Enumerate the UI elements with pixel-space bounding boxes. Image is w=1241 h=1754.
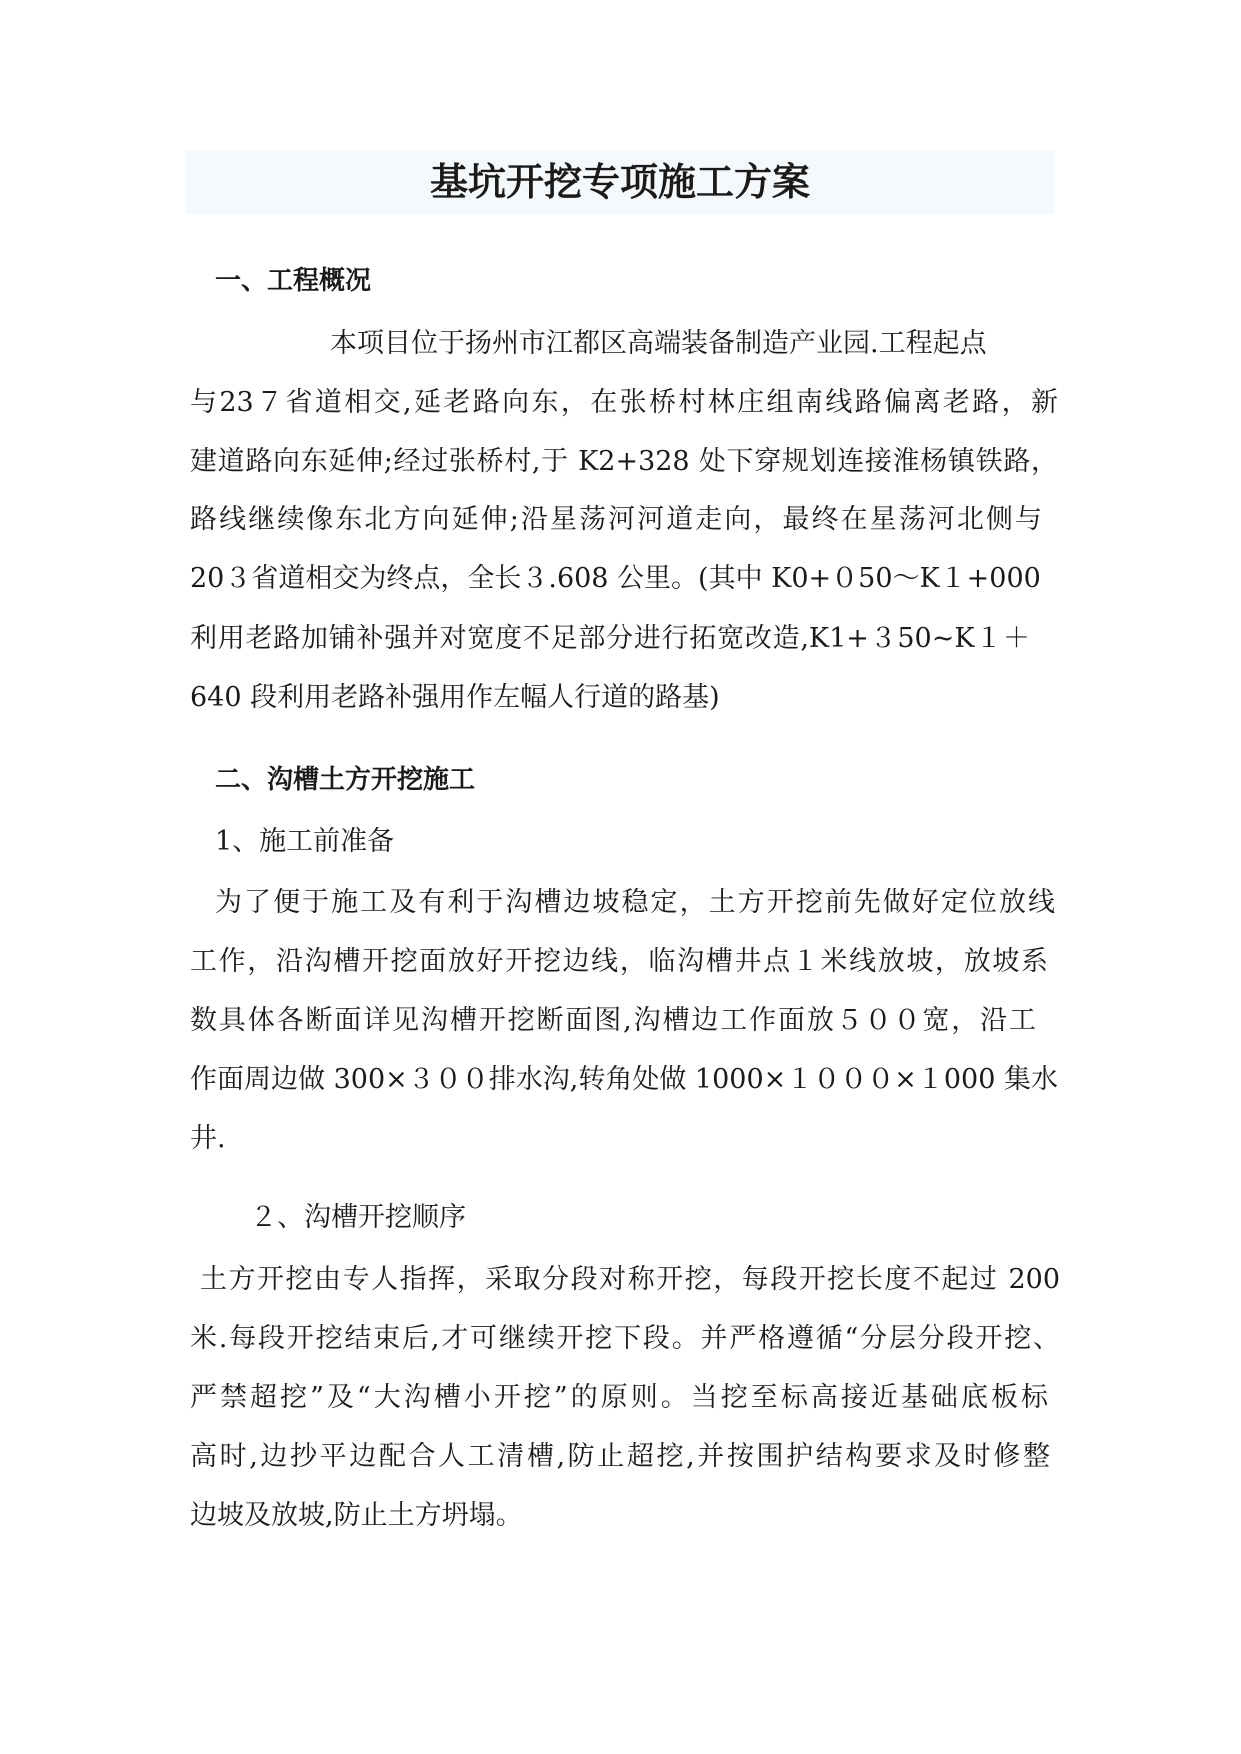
paragraph-line: 工作，沿沟槽开挖面放好开挖边线，临沟槽井点１米线放坡，放坡系 <box>190 946 1048 977</box>
paragraph-line: 作面周边做 300×３００排水沟,转角处做 1000×１０００×１000 集水 <box>190 1064 1058 1095</box>
paragraph-line: 建道路向东延伸;经过张桥村,于 K2+328 处下穿规划连接淮杨镇铁路， <box>190 446 1058 477</box>
subheading-excavation-sequence: ２、沟槽开挖顺序 <box>250 1202 466 1233</box>
section-heading-trench-excavation: 二、沟槽土方开挖施工 <box>215 765 476 795</box>
section-heading-overview: 一、工程概况 <box>215 266 372 296</box>
paragraph-line: 米.每段开挖结束后,才可继续开挖下段。并严格遵循“分层分段开挖、 <box>190 1323 1060 1354</box>
paragraph-line: 边坡及放坡,防止土方坍塌。 <box>190 1500 523 1531</box>
paragraph-line: 井. <box>190 1123 226 1154</box>
paragraph-line: 与23７省道相交,延老路向东，在张桥村林庄组南线路偏离老路，新 <box>190 387 1058 418</box>
paragraph-line: 利用老路加铺补强并对宽度不足部分进行拓宽改造,K1+３50~K１＋ <box>190 623 1030 654</box>
paragraph-line: 20３省道相交为终点，全长３.608 公里。(其中 K0+０50～K１+000 <box>190 563 1041 594</box>
paragraph-line: 严禁超挖”及“大沟槽小开挖”的原则。当挖至标高接近基础底板标 <box>190 1382 1048 1413</box>
document-title: 基坑开挖专项施工方案 <box>429 159 810 204</box>
paragraph-line: 数具体各断面详见沟槽开挖断面图,沟槽边工作面放５００宽，沿工 <box>190 1005 1036 1036</box>
subheading-preparation: 1、施工前准备 <box>215 826 395 857</box>
paragraph-line: 高时,边抄平边配合人工清槽,防止超挖,并按围护结构要求及时修整 <box>190 1441 1050 1472</box>
paragraph-line: 路线继续像东北方向延伸;沿星荡河河道走向，最终在星荡河北侧与 <box>190 504 1042 535</box>
paragraph-line: 本项目位于扬州市江都区高端装备制造产业园.工程起点 <box>330 328 987 359</box>
paragraph-line: 土方开挖由专人指挥，采取分段对称开挖，每段开挖长度不起过 200 <box>200 1264 1060 1295</box>
paragraph-line: 为了便于施工及有利于沟槽边坡稳定，土方开挖前先做好定位放线 <box>215 887 1055 918</box>
paragraph-line: 640 段利用老路补强用作左幅人行道的路基) <box>190 682 720 713</box>
